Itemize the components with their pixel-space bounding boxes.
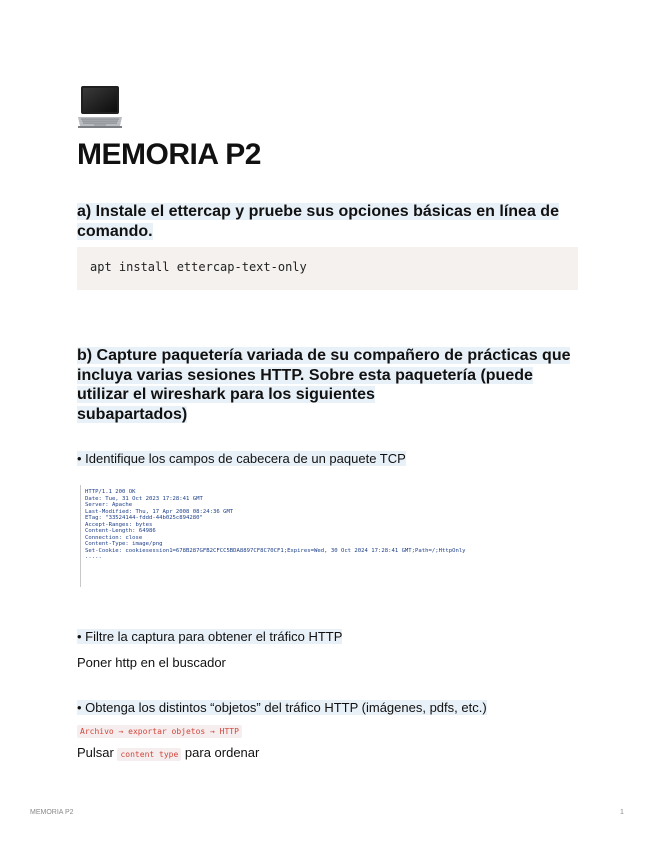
paragraph-sort-instruction: Pulsar content type para ordenar — [77, 745, 260, 760]
laptop-icon — [77, 84, 123, 130]
bullet-filter-http: • Filtre la captura para obtener el tráfico HTTP — [77, 629, 343, 644]
http-line: Content-Length: 64986 — [85, 528, 156, 534]
content-type-code: content type — [117, 748, 181, 761]
http-line: Connection: close — [85, 534, 143, 541]
export-path-code: Archivo → exportar objetos → HTTP — [77, 725, 242, 738]
http-line: ETag: "33524144-fddd-44b025c894280" — [85, 515, 203, 521]
http-line: ..... — [85, 554, 102, 560]
footer-doc-name: MEMORIA P2 — [30, 809, 74, 816]
export-path-line — [77, 721, 242, 740]
section-a-heading-line1: a) Instale el ettercap y pruebe sus opciones básicas en línea de — [77, 203, 559, 220]
http-line: HTTP/1.1 200 OK — [85, 489, 136, 495]
http-line: Date: Tue, 31 Oct 2023 17:28:41 GMT — [85, 495, 203, 502]
http-response-screenshot — [80, 485, 550, 587]
section-b-heading-line2: incluya varias sesiones HTTP. Sobre esta paquetería (puede — [77, 366, 533, 384]
http-line: Last-Modified: Thu, 17 Apr 2008 08:24:36 GMT — [85, 508, 234, 515]
http-line: Server: Apache — [85, 502, 133, 508]
section-a-heading-line2: comando. — [77, 222, 153, 240]
paragraph-filter-instruction: Poner http en el buscador — [77, 655, 226, 670]
section-b-heading-line3: utilizar el wireshark para los siguientes — [77, 386, 375, 403]
section-b-heading — [77, 346, 570, 424]
http-line: Content-Type: image/png — [85, 541, 163, 547]
http-line: Set-Cookie: cookiesession1=678B287GFB2CFCC5BDA8897CF8C70CF1;Expires=Wed, 30 Oct 2024 17:28:41 GMT;Path=/;HttpOnly — [85, 547, 466, 554]
section-b-heading-line4: subapartados) — [77, 405, 188, 423]
http-line: Accept-Ranges: bytes — [85, 521, 153, 528]
bullet-export-objects: • Obtenga los distintos “objetos” del tráfico HTTP (imágenes, pdfs, etc.) — [77, 700, 487, 715]
section-b-heading-line1: b) Capture paquetería variada de su compañero de prácticas que — [77, 347, 571, 364]
section-a-heading — [77, 202, 559, 241]
install-command-codeblock: apt install ettercap-text-only — [77, 247, 578, 290]
footer-page-number: 1 — [620, 809, 624, 816]
page-title: MEMORIA P2 — [77, 138, 261, 171]
bullet-tcp-header: • Identifique los campos de cabecera de un paquete TCP — [77, 451, 406, 466]
